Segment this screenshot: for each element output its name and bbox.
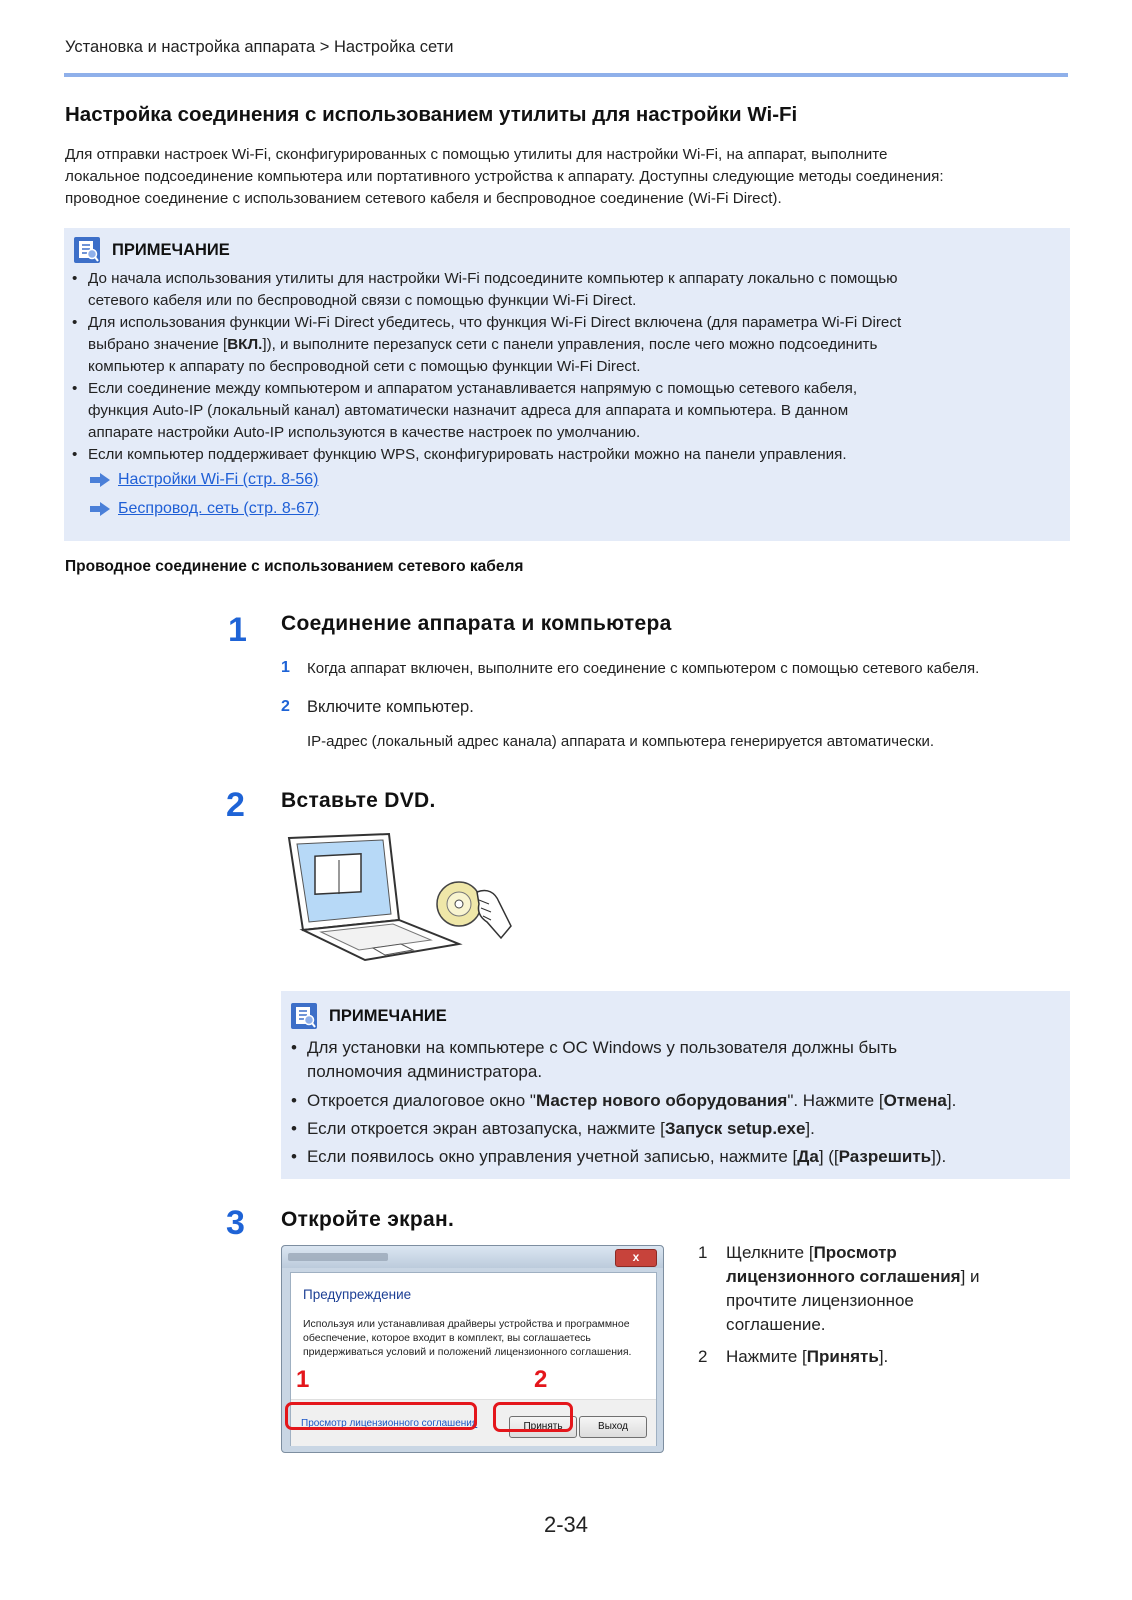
accept-button[interactable]: Принять	[509, 1416, 577, 1438]
text-run: ] и	[960, 1267, 980, 1286]
reference-link-row[interactable]	[90, 471, 318, 489]
text-run: Если появилось окно управления учетной записью, нажмите [	[307, 1147, 798, 1166]
substep-text: Когда аппарат включен, выполните его соединение с компьютером с помощью сетевого кабеля.	[307, 660, 980, 677]
bullet-line: функция Auto-IP (локальный канал) автоматически назначит адреса для аппарата и компьютера. В данном	[88, 402, 849, 419]
note-box	[64, 228, 1070, 541]
intro-paragraph	[65, 144, 1075, 210]
bullet-line: аппарате настройки Auto-IP используются в качестве настроек по умолчанию.	[88, 424, 641, 441]
instruction-line	[726, 1241, 1066, 1265]
highlight-box-accept	[493, 1402, 573, 1432]
section-title: Настройка соединения с использованием утилиты для настройки Wi-Fi	[65, 103, 798, 126]
dialog-message-line: Используя или устанавливая драйверы устройства и программное	[303, 1318, 630, 1330]
bullet-line: Если компьютер поддерживает функцию WPS, сконфигурировать настройки можно на панели управления.	[88, 446, 847, 463]
bullet-glyph: •	[291, 1038, 297, 1057]
substep-number: 1	[281, 659, 290, 676]
text-run: ].	[946, 1091, 957, 1110]
dialog-titlebar	[282, 1246, 663, 1268]
note-icon	[74, 237, 100, 263]
text-run: ]).	[931, 1147, 947, 1166]
dialog-message-line: придерживаться условий и положений лицензионного соглашения.	[303, 1346, 632, 1358]
intro-line: Для отправки настроек Wi-Fi, сконфигурированных с помощью утилиты для настройки Wi-Fi, на аппарат, выполните	[65, 146, 888, 163]
note-label: ПРИМЕЧАНИЕ	[329, 1006, 447, 1025]
bullet-glyph: •	[72, 380, 78, 397]
note-bullet-item	[72, 268, 898, 312]
dialog-heading: Предупреждение	[303, 1287, 412, 1302]
instruction-line	[726, 1265, 1066, 1289]
bullet-line: сетевого кабеля или по беспроводной связи с помощью функции Wi-Fi Direct.	[88, 292, 637, 309]
text-run: Откроется диалоговое окно "	[307, 1091, 536, 1110]
bold-term: Разрешить	[838, 1147, 932, 1166]
instruction-number: 2	[698, 1347, 708, 1366]
intro-line: проводное соединение с использованием сетевого кабеля и беспроводное соединение (Wi-Fi Direct).	[65, 190, 782, 207]
view-license-link[interactable]: Просмотр лицензионного соглашения	[301, 1418, 478, 1429]
note-bullet-item	[291, 1145, 947, 1169]
bold-term: Мастер нового оборудования	[535, 1091, 788, 1110]
bullet-glyph: •	[291, 1147, 297, 1166]
bullet-line	[88, 334, 901, 356]
step-number: 2	[226, 786, 245, 824]
laptop-dvd-illustration	[281, 830, 531, 970]
hand-icon	[477, 890, 511, 938]
bold-term: ВКЛ.	[227, 336, 263, 353]
note-bullet-item	[72, 444, 847, 466]
bullet-glyph: •	[72, 314, 78, 331]
warning-dialog-screenshot	[281, 1245, 664, 1453]
text-run: ". Нажмите [	[787, 1091, 884, 1110]
reference-link-row[interactable]	[90, 500, 319, 518]
step-title: Вставьте DVD.	[281, 789, 436, 812]
bullet-glyph: •	[72, 446, 78, 463]
arrow-right-icon	[90, 502, 110, 516]
intro-line: локальное подсоединение компьютера или портативного устройства к аппарату. Доступны следующие методы соединения:	[65, 168, 944, 185]
bold-term: Просмотр	[813, 1243, 897, 1262]
dialog-message-line: обеспечение, которое входит в комплект, вы соглашаетесь	[303, 1332, 591, 1344]
instruction-line: прочтите лицензионное	[726, 1291, 914, 1310]
callout-marker-1: 1	[296, 1366, 310, 1393]
text-run: ].	[878, 1347, 889, 1366]
bold-term: Принять	[806, 1347, 879, 1366]
step-number: 3	[226, 1204, 245, 1242]
bold-term: Да	[797, 1147, 819, 1166]
bullet-glyph: •	[72, 270, 78, 287]
text-run: ]), и выполните перезапуск сети с панели управления, после чего можно подсоединить	[262, 336, 878, 353]
instruction-number: 1	[698, 1243, 708, 1262]
text-run: ].	[805, 1119, 815, 1138]
bold-term: Запуск setup.exe	[664, 1119, 806, 1138]
bullet-line: Если соединение между компьютером и аппаратом устанавливается напрямую с помощью сетевого кабеля,	[88, 380, 858, 397]
note-label: ПРИМЕЧАНИЕ	[112, 240, 230, 259]
instruction-item	[726, 1345, 1066, 1369]
text-run: Если откроется экран автозапуска, нажмите [	[307, 1119, 665, 1138]
dvd-disc-icon	[437, 882, 481, 926]
bullet-line: полномочия администратора.	[307, 1062, 543, 1081]
link-wifi-settings[interactable]: Настройки Wi-Fi (стр. 8-56)	[118, 471, 319, 488]
step-number: 1	[228, 611, 247, 649]
text-run: Щелкните [	[726, 1243, 814, 1262]
laptop-icon	[289, 834, 459, 960]
bullet-glyph: •	[291, 1119, 297, 1138]
instruction-line: соглашение.	[726, 1315, 826, 1334]
bullet-line: Для установки на компьютере с ОС Windows у пользователя должны быть	[307, 1038, 898, 1057]
dialog-message	[303, 1317, 648, 1359]
bullet-glyph: •	[291, 1091, 297, 1110]
subsection-heading: Проводное соединение с использованием сетевого кабеля	[65, 558, 524, 575]
bold-term: лицензионного соглашения	[726, 1267, 961, 1286]
note-icon	[291, 1003, 317, 1029]
text-run: выбрано значение [	[88, 336, 228, 353]
arrow-right-icon	[90, 473, 110, 487]
step-title: Откройте экран.	[281, 1208, 455, 1231]
note-bullet-item	[72, 312, 902, 378]
bullet-line: До начала использования утилиты для настройки Wi-Fi подсоедините компьютер к аппарату локально с помощью	[88, 270, 898, 287]
close-button[interactable]: x	[615, 1249, 657, 1267]
substep-text: Включите компьютер.	[307, 698, 474, 716]
substep-detail: IP-адрес (локальный адрес канала) аппарата и компьютера генерируется автоматически.	[307, 733, 935, 750]
step-title: Соединение аппарата и компьютера	[281, 612, 672, 635]
page-number: 2-34	[543, 1512, 589, 1537]
header-rule	[64, 73, 1068, 77]
exit-button[interactable]: Выход	[579, 1416, 647, 1438]
bold-term: Отмена	[883, 1091, 947, 1110]
note-bullet-item	[72, 378, 858, 444]
bullet-line: компьютер к аппарату по беспроводной сети с помощью функции Wi-Fi Direct.	[88, 358, 641, 375]
text-run: Нажмите [	[726, 1347, 807, 1366]
highlight-box-license-link	[285, 1402, 477, 1430]
callout-marker-2: 2	[534, 1366, 548, 1393]
note-box	[281, 991, 1070, 1179]
text-run: ] ([	[818, 1147, 839, 1166]
note-header	[74, 237, 230, 263]
instruction-item	[726, 1241, 1066, 1337]
link-wireless-network[interactable]: Беспровод. сеть (стр. 8-67)	[118, 500, 320, 517]
bullet-line: Для использования функции Wi-Fi Direct убедитесь, что функция Wi-Fi Direct включена (для параметра Wi-Fi Direct	[88, 314, 902, 331]
note-bullet-item	[291, 1117, 815, 1141]
breadcrumb: Установка и настройка аппарата > Настройка сети	[65, 38, 454, 56]
note-bullet-item	[291, 1089, 957, 1113]
note-bullet-item	[291, 1036, 898, 1084]
note-header	[291, 1003, 447, 1029]
substep-number: 2	[281, 698, 290, 715]
dialog-title-blurred	[288, 1253, 388, 1261]
